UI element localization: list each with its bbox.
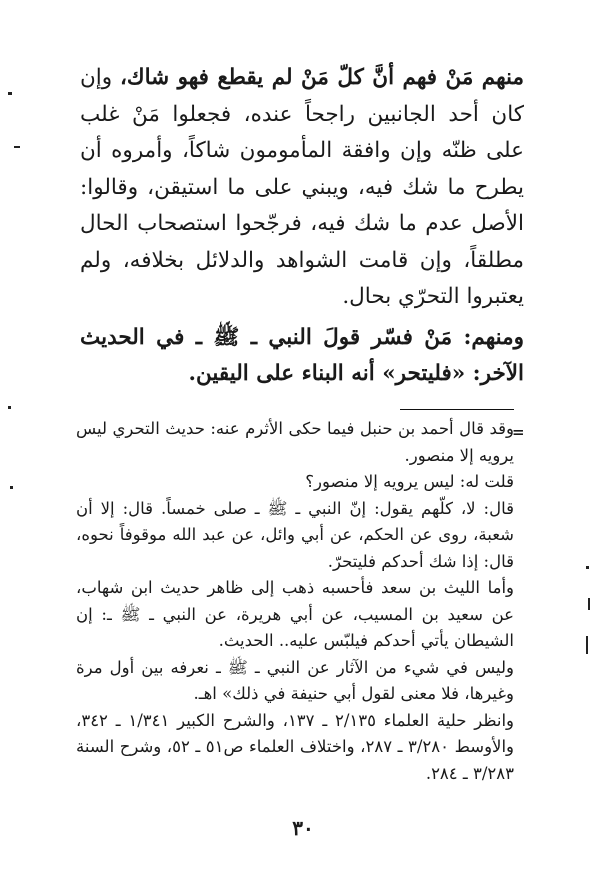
footnote-line: وليس في شيء من الآثار عن النبي ـ ﷺ ـ نعرفه بين أول مرة وغيرها، فلا معنى لقول أبي حنيفة في ذلك» اهـ. xyxy=(76,657,514,703)
scan-mark xyxy=(8,406,11,409)
scan-mark xyxy=(586,636,588,654)
paragraph-1-body: وإن كان أحد الجانبين راجحاً عنده، فجعلوا مَنْ غلب على ظنّه وإن وافقة المأمومون شاكاً، وأمروه أن يطرح ما شك فيه، ويبني على ما استيقن، وقالوا: الأصل عدم ما شك فيه، فرجّحوا استصحاب الحال مطلقاً، وإن قامت الشواهد والدلائل بخلافه، ولم يعتبروا التحرّي بحال. xyxy=(80,65,524,309)
paragraph-2 xyxy=(80,320,524,393)
footnote-continuation-marker: = xyxy=(512,423,525,441)
scan-mark xyxy=(10,486,13,489)
page-number: ٣٠ xyxy=(292,816,314,840)
scan-mark xyxy=(588,598,590,610)
footnote-separator xyxy=(400,409,514,410)
footnote-line: وانظر حلية العلماء ٢/١٣٥ ـ ١٣٧، والشرح الكبير ١/٣٤١ ـ ٣٤٢، والأوسط ٣/٢٨٠ ـ ٢٨٧، واختلاف العلماء ص٥١ ـ ٥٢، وشرح السنة ٣/٢٨٣ ـ ٢٨٤. xyxy=(76,710,515,783)
footnotes xyxy=(76,416,514,787)
scan-mark xyxy=(586,566,589,569)
main-text xyxy=(80,60,524,393)
paragraph-1 xyxy=(80,60,524,316)
footnote-line: قلت له: ليس يرويه إلا منصور؟ xyxy=(305,472,514,491)
footnote-line: وقد قال أحمد بن حنبل فيما حكى الأثرم عنه: حديث التحري ليس يرويه إلا منصور. xyxy=(76,419,514,465)
paragraph-1-bold-lead: منهم مَنْ فهم أنَّ كلّ مَنْ لم يقطع فهو شاك، xyxy=(119,65,524,90)
scan-mark xyxy=(8,92,12,95)
scan-mark xyxy=(14,146,20,148)
footnote-line: وأما الليث بن سعد فأحسبه ذهب إلى ظاهر حديث ابن شهاب، عن سعيد بن المسيب، عن أبي هريرة، عن النبي ـ ﷺ ـ: إن الشيطان يأتي أحدكم فيلبّس عليه.. الحديث. xyxy=(76,578,514,650)
footnote-line: قال: لا، كلّهم يقول: إنّ النبي ـ ﷺ ـ صلى خمساً. قال: إلا أن شعبة، روى عن الحكم، عن أبي وائل، عن عبد الله موقوفاً نحوه، قال: إذا شك أحدكم فليتحرّ. xyxy=(76,498,514,571)
paragraph-2-bold-lead: ومنهم: مَنْ فسّر قولَ النبي ـ ﷺ ـ في الحديث الآخر: «فليتحر» أنه البناء على اليقين. xyxy=(80,324,524,386)
